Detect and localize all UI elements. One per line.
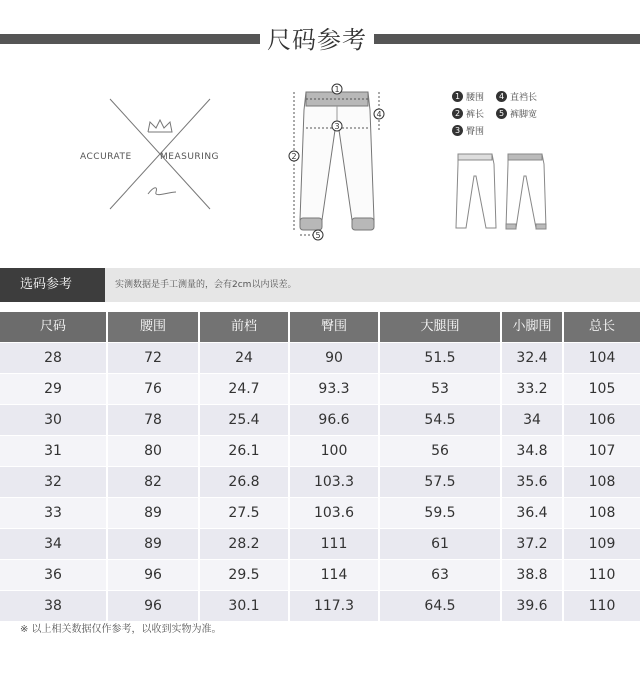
title-bar-right (374, 34, 640, 44)
legend-row-1 (452, 90, 602, 107)
size-guide-section-bar (0, 268, 640, 302)
cell-thigh: 61 (380, 529, 500, 559)
cell-size: 34 (0, 529, 106, 559)
cell-hip: 93.3 (290, 374, 378, 404)
cell-front-rise: 24 (200, 343, 288, 373)
cell-size: 30 (0, 405, 106, 435)
cell-total-length: 107 (564, 436, 640, 466)
legend-item-length: 2 裤长 (452, 107, 484, 120)
logo-word-accurate: ACCURATE (80, 152, 132, 162)
legend-item-hem: 5 裤脚宽 (496, 107, 537, 120)
cell-ankle: 37.2 (502, 529, 562, 559)
cell-front-rise: 27.5 (200, 498, 288, 528)
cell-waist: 89 (108, 529, 198, 559)
pants-front-back-sketch (452, 150, 552, 235)
cell-ankle: 32.4 (502, 343, 562, 373)
cell-front-rise: 26.8 (200, 467, 288, 497)
table-row (0, 529, 640, 560)
cell-ankle: 34 (502, 405, 562, 435)
cell-front-rise: 29.5 (200, 560, 288, 590)
page-title: 尺码参考 (267, 26, 367, 54)
cell-total-length: 105 (564, 374, 640, 404)
cell-total-length: 108 (564, 467, 640, 497)
cell-front-rise: 30.1 (200, 591, 288, 621)
cell-thigh: 64.5 (380, 591, 500, 621)
cell-hip: 103.6 (290, 498, 378, 528)
cell-waist: 72 (108, 343, 198, 373)
cell-size: 29 (0, 374, 106, 404)
cell-thigh: 63 (380, 560, 500, 590)
measure-legend (452, 90, 602, 141)
size-table (0, 312, 640, 622)
cell-ankle: 36.4 (502, 498, 562, 528)
cell-front-rise: 28.2 (200, 529, 288, 559)
cell-thigh: 53 (380, 374, 500, 404)
cell-ankle: 33.2 (502, 374, 562, 404)
table-row (0, 374, 640, 405)
title-row (0, 18, 640, 58)
cell-hip: 111 (290, 529, 378, 559)
table-row (0, 343, 640, 374)
section-tag: 选码参考 (0, 268, 105, 302)
cell-size: 38 (0, 591, 106, 621)
cell-hip: 114 (290, 560, 378, 590)
cell-front-rise: 26.1 (200, 436, 288, 466)
cell-hip: 100 (290, 436, 378, 466)
cell-total-length: 104 (564, 343, 640, 373)
legend-item-waist: 1 腰围 (452, 90, 484, 103)
cell-hip: 103.3 (290, 467, 378, 497)
cell-front-rise: 25.4 (200, 405, 288, 435)
table-row (0, 467, 640, 498)
table-row (0, 591, 640, 622)
header-thigh: 大腿围 (380, 312, 500, 342)
header-waist: 腰围 (108, 312, 198, 342)
footnote: ※ 以上相关数据仅作参考，以收到实物为准。 (20, 624, 222, 635)
marker-4: 4 (376, 110, 382, 119)
cell-size: 31 (0, 436, 106, 466)
table-row (0, 498, 640, 529)
cell-hip: 96.6 (290, 405, 378, 435)
section-note: 实测数据是手工测量的，会有2cm以内误差。 (115, 280, 297, 290)
pants-measure-diagram (282, 80, 392, 250)
cell-total-length: 110 (564, 591, 640, 621)
table-header (0, 312, 640, 343)
header-ankle: 小脚围 (502, 312, 562, 342)
cell-total-length: 108 (564, 498, 640, 528)
cell-total-length: 109 (564, 529, 640, 559)
cell-total-length: 106 (564, 405, 640, 435)
cell-waist: 80 (108, 436, 198, 466)
cell-ankle: 35.6 (502, 467, 562, 497)
table-row (0, 405, 640, 436)
legend-row-3 (452, 124, 602, 141)
cell-waist: 76 (108, 374, 198, 404)
legend-item-hip: 3 臀围 (452, 124, 484, 137)
cell-size: 32 (0, 467, 106, 497)
table-body (0, 343, 640, 622)
header-size: 尺码 (0, 312, 106, 342)
cell-thigh: 57.5 (380, 467, 500, 497)
marker-1: 1 (334, 85, 340, 94)
cell-waist: 96 (108, 591, 198, 621)
cell-front-rise: 24.7 (200, 374, 288, 404)
cell-waist: 96 (108, 560, 198, 590)
cell-ankle: 38.8 (502, 560, 562, 590)
cell-thigh: 51.5 (380, 343, 500, 373)
header-total-length: 总长 (564, 312, 640, 342)
legend-item-rise: 4 直裆长 (496, 90, 537, 103)
cell-ankle: 39.6 (502, 591, 562, 621)
cell-ankle: 34.8 (502, 436, 562, 466)
cell-hip: 117.3 (290, 591, 378, 621)
legend-row-2 (452, 107, 602, 124)
cell-size: 33 (0, 498, 106, 528)
header-front-rise: 前档 (200, 312, 288, 342)
table-row (0, 560, 640, 591)
logo-word-measuring: MEASURING (160, 152, 220, 162)
marker-5: 5 (315, 231, 321, 240)
cell-total-length: 110 (564, 560, 640, 590)
cell-hip: 90 (290, 343, 378, 373)
table-row (0, 436, 640, 467)
cell-waist: 78 (108, 405, 198, 435)
cell-size: 28 (0, 343, 106, 373)
cell-waist: 82 (108, 467, 198, 497)
marker-2: 2 (291, 152, 297, 161)
cell-thigh: 59.5 (380, 498, 500, 528)
marker-3: 3 (334, 122, 340, 131)
title-bar-left (0, 34, 260, 44)
cell-thigh: 54.5 (380, 405, 500, 435)
cell-size: 36 (0, 560, 106, 590)
measuring-logo (80, 94, 240, 214)
cell-waist: 89 (108, 498, 198, 528)
header-hip: 臀围 (290, 312, 378, 342)
cell-thigh: 56 (380, 436, 500, 466)
header-row (0, 312, 640, 343)
